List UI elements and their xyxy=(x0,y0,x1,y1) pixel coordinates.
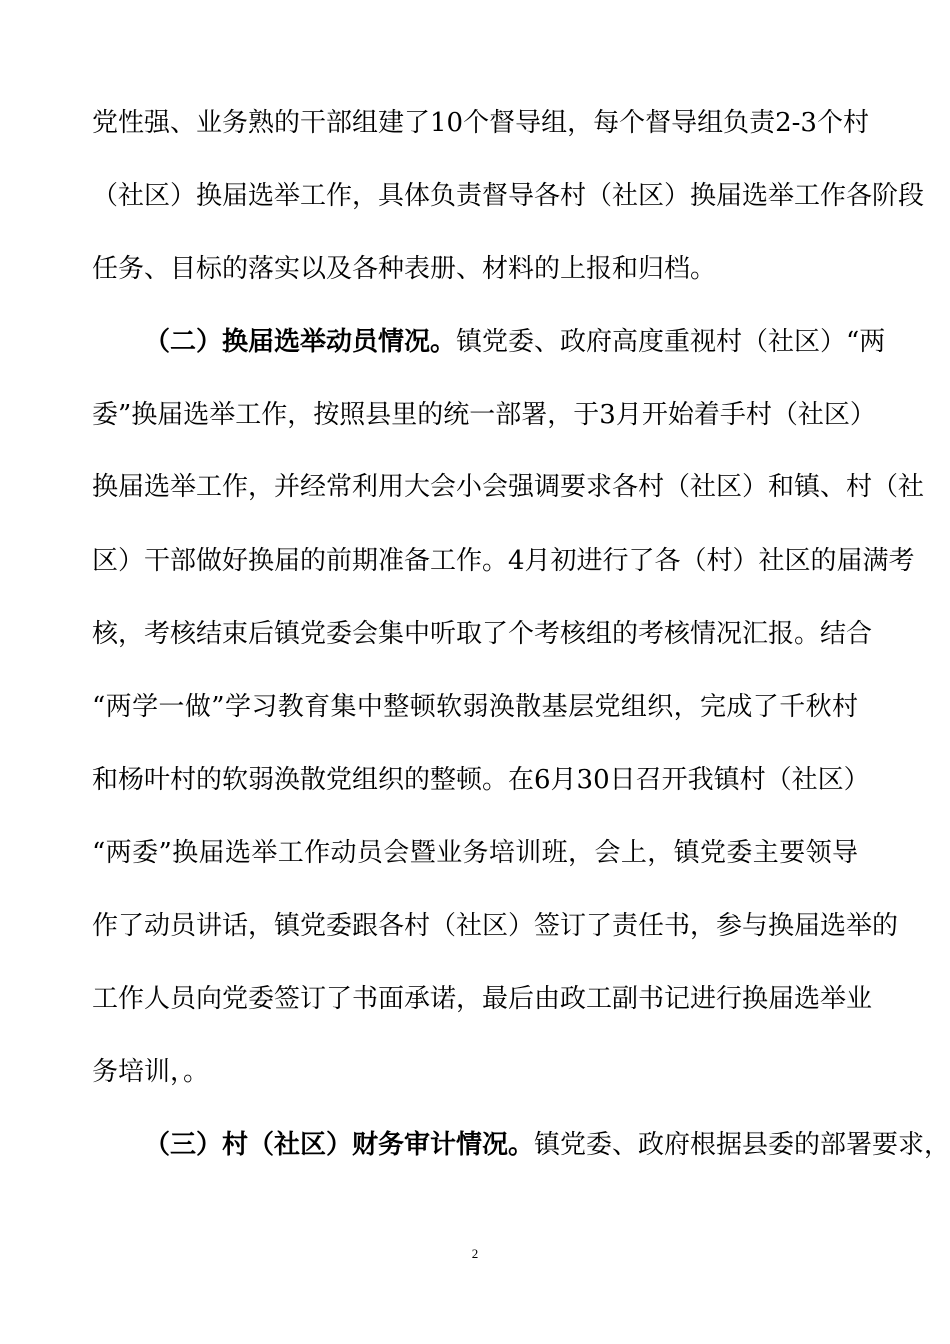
paragraph-2-line-10: 工作人员向党委签订了书面承诺，最后由政工副书记进行换届选举业 xyxy=(92,984,873,1014)
paragraph-1-line-3: 任务、目标的落实以及各种表册、材料的上报和归档。 xyxy=(92,254,717,284)
paragraph-1-line-1: 党性强、业务熟的干部组建了10个督导组，每个督导组负责2-3个村 xyxy=(92,108,869,138)
paragraph-2-line-9: 作了动员讲话，镇党委跟各村（社区）签订了责任书，参与换届选举的 xyxy=(92,911,899,941)
paragraph-2-line-6: “两学一做”学习教育集中整顿软弱涣散基层党组织，完成了千秋村 xyxy=(92,692,858,722)
paragraph-2-first-line-text: 镇党委、政府高度重视村（社区）“两 xyxy=(456,327,886,357)
paragraph-3-line-1 xyxy=(144,1125,950,1165)
paragraph-2-line-1 xyxy=(144,322,886,362)
paragraph-2-line-7: 和杨叶村的软弱涣散党组织的整顿。在6月30日召开我镇村（社区） xyxy=(92,765,870,795)
paragraph-2-line-8: “两委”换届选举工作动员会暨业务培训班，会上，镇党委主要领导 xyxy=(92,838,858,868)
paragraph-2-line-3: 换届选举工作，并经常利用大会小会强调要求各村（社区）和镇、村（社 xyxy=(92,472,925,502)
paragraph-1-line-2: （社区）换届选举工作，具体负责督导各村（社区）换届选举工作各阶段 xyxy=(92,181,925,211)
page-number: 2 xyxy=(471,1246,479,1261)
paragraph-2-line-4: 区）干部做好换届的前期准备工作。4月初进行了各（村）社区的届满考 xyxy=(92,546,915,576)
paragraph-2-line-2: 委”换届选举工作，按照县里的统一部署，于3月开始着手村（社区） xyxy=(92,400,876,430)
paragraph-3-heading: （三）村（社区）财务审计情况。 xyxy=(144,1130,535,1160)
paragraph-2-line-5: 核，考核结束后镇党委会集中听取了个考核组的考核情况汇报。结合 xyxy=(92,619,873,649)
paragraph-2-heading: （二）换届选举动员情况。 xyxy=(144,327,457,357)
paragraph-3-first-line-text: 镇党委、政府根据县委的部署要求， xyxy=(534,1130,950,1160)
paragraph-2-line-11: 务培训，。 xyxy=(92,1057,210,1087)
